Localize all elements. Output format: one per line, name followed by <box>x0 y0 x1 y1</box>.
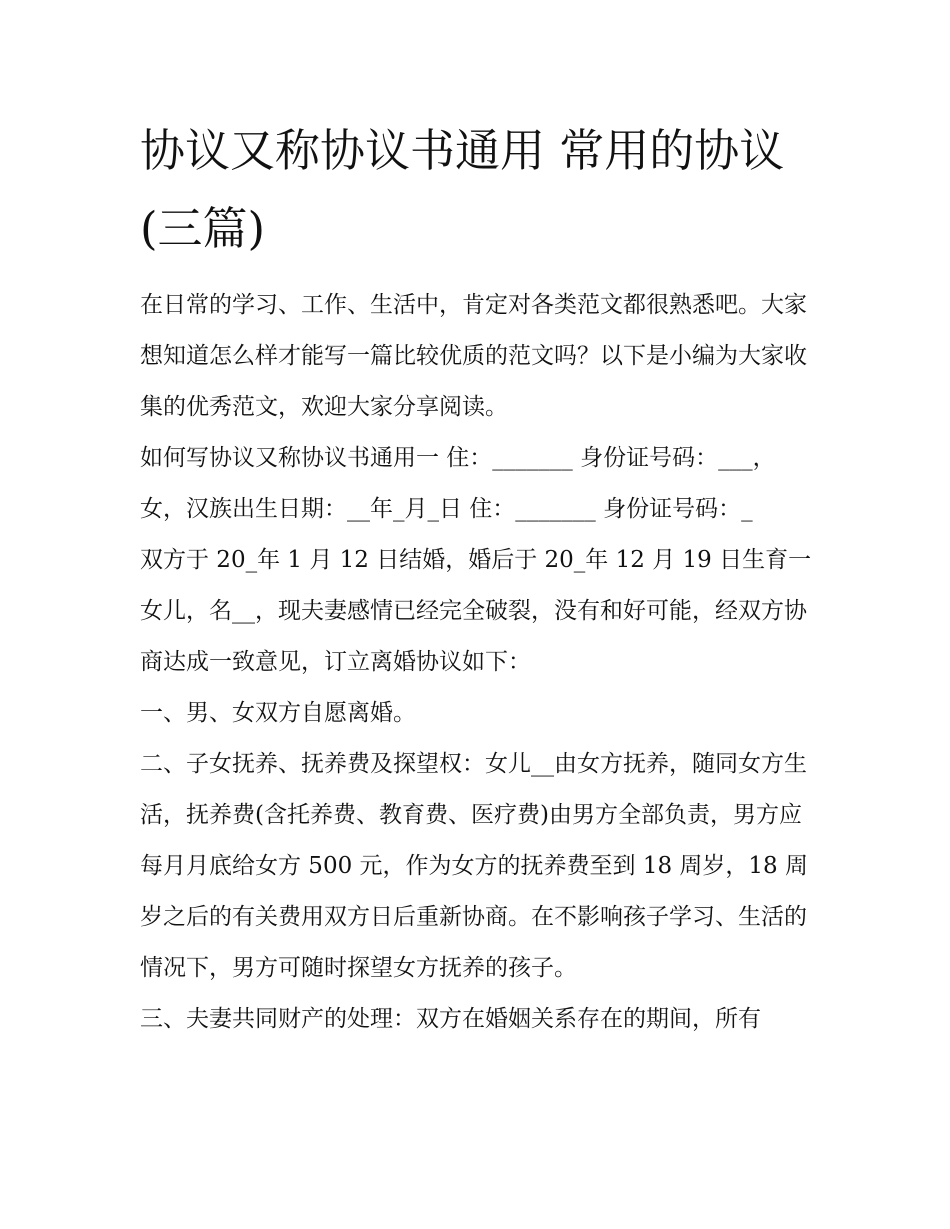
paragraph-marriage-background: 双方于 20_年 1 月 12 日结婚，婚后于 20_年 12 月 19 日生育一女儿，名__，现夫妻感情已经完全破裂，没有和好可能，经双方协商达成一致意见，订立离婚协议如下： <box>140 547 812 675</box>
paragraph-clause-3: 三、夫妻共同财产的处理：双方在婚姻关系存在的期间，所有 <box>140 1006 761 1032</box>
paragraph-intro: 在日常的学习、工作、生活中，肯定对各类范文都很熟悉吧。大家想知道怎么样才能写一篇比较优质的范文吗？以下是小编为大家收集的优秀范文，欢迎大家分享阅读。 <box>140 292 807 420</box>
paragraph-party-info: 如何写协议又称协议书通用一 住：_______ 身份证号码：___，女，汉族出生日期：__年_月_日 住：_______ 身份证号码：_ <box>140 445 776 522</box>
paragraph-clause-2: 二、子女抚养、抚养费及探望权：女儿__由女方抚养，随同女方生活，抚养费(含托养费、教育费、医疗费)由男方全部负责，男方应每月月底给女方 500 元，作为女方的抚养费至到 18 周岁，18 周岁之后的有关费用双方日后重新协商。在不影响孩子学习、生活的情况下，男方可随时探望女方抚养的孩子。 <box>140 751 808 981</box>
document-title: 协议又称协议书通用 常用的协议(三篇) <box>140 124 785 255</box>
paragraph-clause-1: 一、男、女双方自愿离婚。 <box>140 700 416 726</box>
document-page <box>140 112 812 1045</box>
